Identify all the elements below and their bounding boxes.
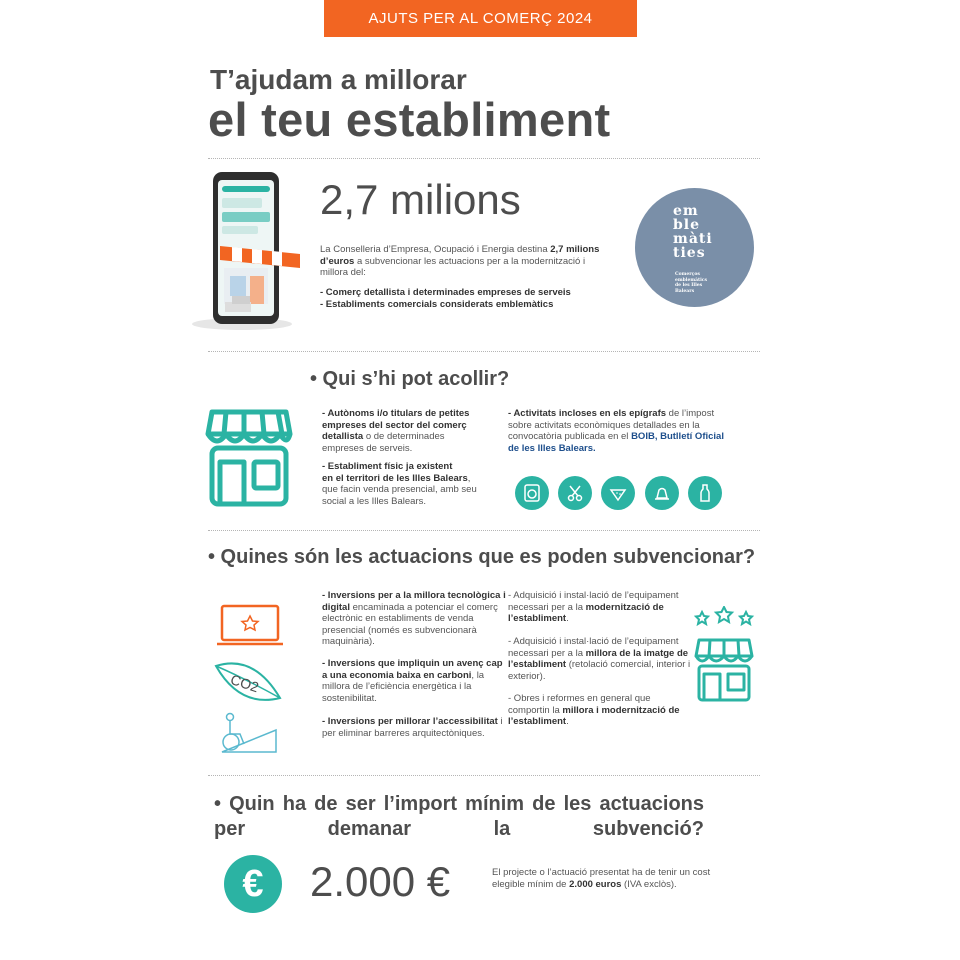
action-text: , la millora de l’eficiència energètica i la sostenibilitat. [322, 669, 485, 704]
who-bold: en el territori de les Illes Balears [322, 472, 468, 484]
who-left-2 [322, 461, 482, 507]
intro-list-item: - Comerç detallista i determinades empreses de serveis [320, 287, 571, 298]
boib-link: BOIB, Butlletí Oficial de les Illes Balears. [508, 431, 724, 454]
intro-list-item: - Establiments comercials considerats emblemàtics [320, 298, 554, 310]
euro-icon [224, 855, 282, 913]
logo-line: màti [673, 231, 713, 247]
shop-stars-icon [692, 606, 756, 704]
amount-heading: 2,7 milions [320, 176, 521, 223]
action-bold: - Inversions per millorar l’accessibilitat [322, 716, 498, 727]
action-bold: millora i modernització de l’establiment [508, 704, 680, 727]
scissors-icon [558, 476, 592, 510]
who-right [508, 408, 728, 454]
action-text: i per eliminar barreres arquitectòniques. [322, 716, 503, 739]
action-left-3 [322, 716, 508, 739]
banner-text: AJUTS PER AL COMERÇ 2024 [368, 10, 593, 27]
divider [208, 351, 760, 352]
pudding-icon [645, 476, 679, 510]
action-bold: millora de la imatge de l’establiment [508, 647, 689, 670]
who-left-1 [322, 408, 482, 454]
logo-line: ble [673, 217, 701, 233]
logo-caption: Comerços [675, 272, 700, 277]
who-bold: - Establiment físic ja existent [322, 461, 453, 472]
title-line2: el teu establiment [208, 93, 611, 146]
actions-heading: • Quines són les actuacions que es poden subvencionar? [208, 546, 756, 568]
who-heading: • Qui s’hi pot acollir? [310, 368, 510, 390]
divider [208, 530, 760, 531]
shop-icon [204, 408, 294, 508]
divider [208, 158, 760, 159]
who-text: , que facin venda presencial, amb seu social a les Illes Balears. [322, 472, 477, 507]
action-text: . [566, 716, 569, 727]
logo-caption: Balears [675, 288, 695, 294]
amount-text: El projecte o l’actuació presentat ha de tenir un cost elegible mínim de [492, 867, 711, 890]
co2-label: CO2 [228, 671, 261, 696]
amount-question: • Quin ha de ser l’import mínim de les actuacions per demanar la subvenció? [214, 793, 704, 840]
action-bold: - Inversions per a la millora tecnològica i digital [322, 590, 506, 613]
action-text: - Adquisició i instal·lació de l’equipament necessari per a la [508, 636, 679, 659]
min-amount: 2.000 € [310, 858, 451, 905]
divider [208, 775, 760, 776]
intro-list [320, 287, 620, 310]
amount-bold: 2.000 euros [569, 878, 622, 890]
action-bold: - Inversions que impliquin un avenç cap a una economia baixa en carboni [322, 658, 503, 681]
title-line1: T’ajudam a millorar [210, 64, 467, 95]
action-text: . [566, 613, 569, 624]
emblematics-logo [635, 188, 754, 307]
watermelon-icon [601, 476, 635, 510]
action-text: - Obres i reformes en general que comportin la [508, 693, 651, 716]
action-right-2 [508, 636, 692, 682]
action-right-3 [508, 693, 692, 728]
who-text: de l’impost sobre activitats econòmiques detallades en la convocatòria publicada en el [508, 408, 715, 442]
accessibility-ramp-icon [218, 712, 278, 754]
action-bold: modernització de l’establiment [508, 601, 664, 624]
who-bold: - Autònoms i/o titulars de petites empreses del sector del comerç detallista [322, 408, 470, 442]
amount-text: (IVA exclòs). [621, 878, 677, 890]
action-text: - Adquisició i instal·lació de l’equipament necessari per a la [508, 590, 679, 613]
action-text: encaminada a potenciar el comerç electrònic en establiments de venda presencial (només es subvencionarà maquinària). [322, 601, 498, 647]
co2-leaf-icon [214, 658, 282, 704]
top-banner [324, 0, 637, 37]
who-text: o de determinades empreses de serveis. [322, 431, 445, 454]
intro-paragraph [320, 244, 610, 279]
logo-caption: emblemàtics [675, 277, 708, 283]
intro-text-rest: a subvencionar les actuacions per a la modernització i millora del: [320, 255, 586, 278]
logo-caption: de les Illes [675, 283, 703, 288]
logo-line: em [673, 203, 699, 219]
min-amount-text [492, 867, 732, 890]
action-right-1 [508, 590, 692, 625]
bottle-icon [688, 476, 722, 510]
who-bold: - Activitats incloses en els epígrafs [508, 408, 667, 419]
phone-shop-illustration [180, 168, 310, 336]
washing-machine-icon [515, 476, 549, 510]
euro-symbol: € [242, 862, 264, 905]
action-left-2 [322, 658, 508, 704]
action-left-1 [322, 590, 508, 648]
intro-bold: 2,7 milions d’euros [320, 244, 600, 267]
action-text: (retolació comercial, interior i exterior). [508, 659, 691, 682]
laptop-icon [216, 604, 284, 646]
logo-line: ties [673, 245, 706, 261]
intro-text: La Conselleria d’Empresa, Ocupació i Energia destina [320, 244, 551, 255]
